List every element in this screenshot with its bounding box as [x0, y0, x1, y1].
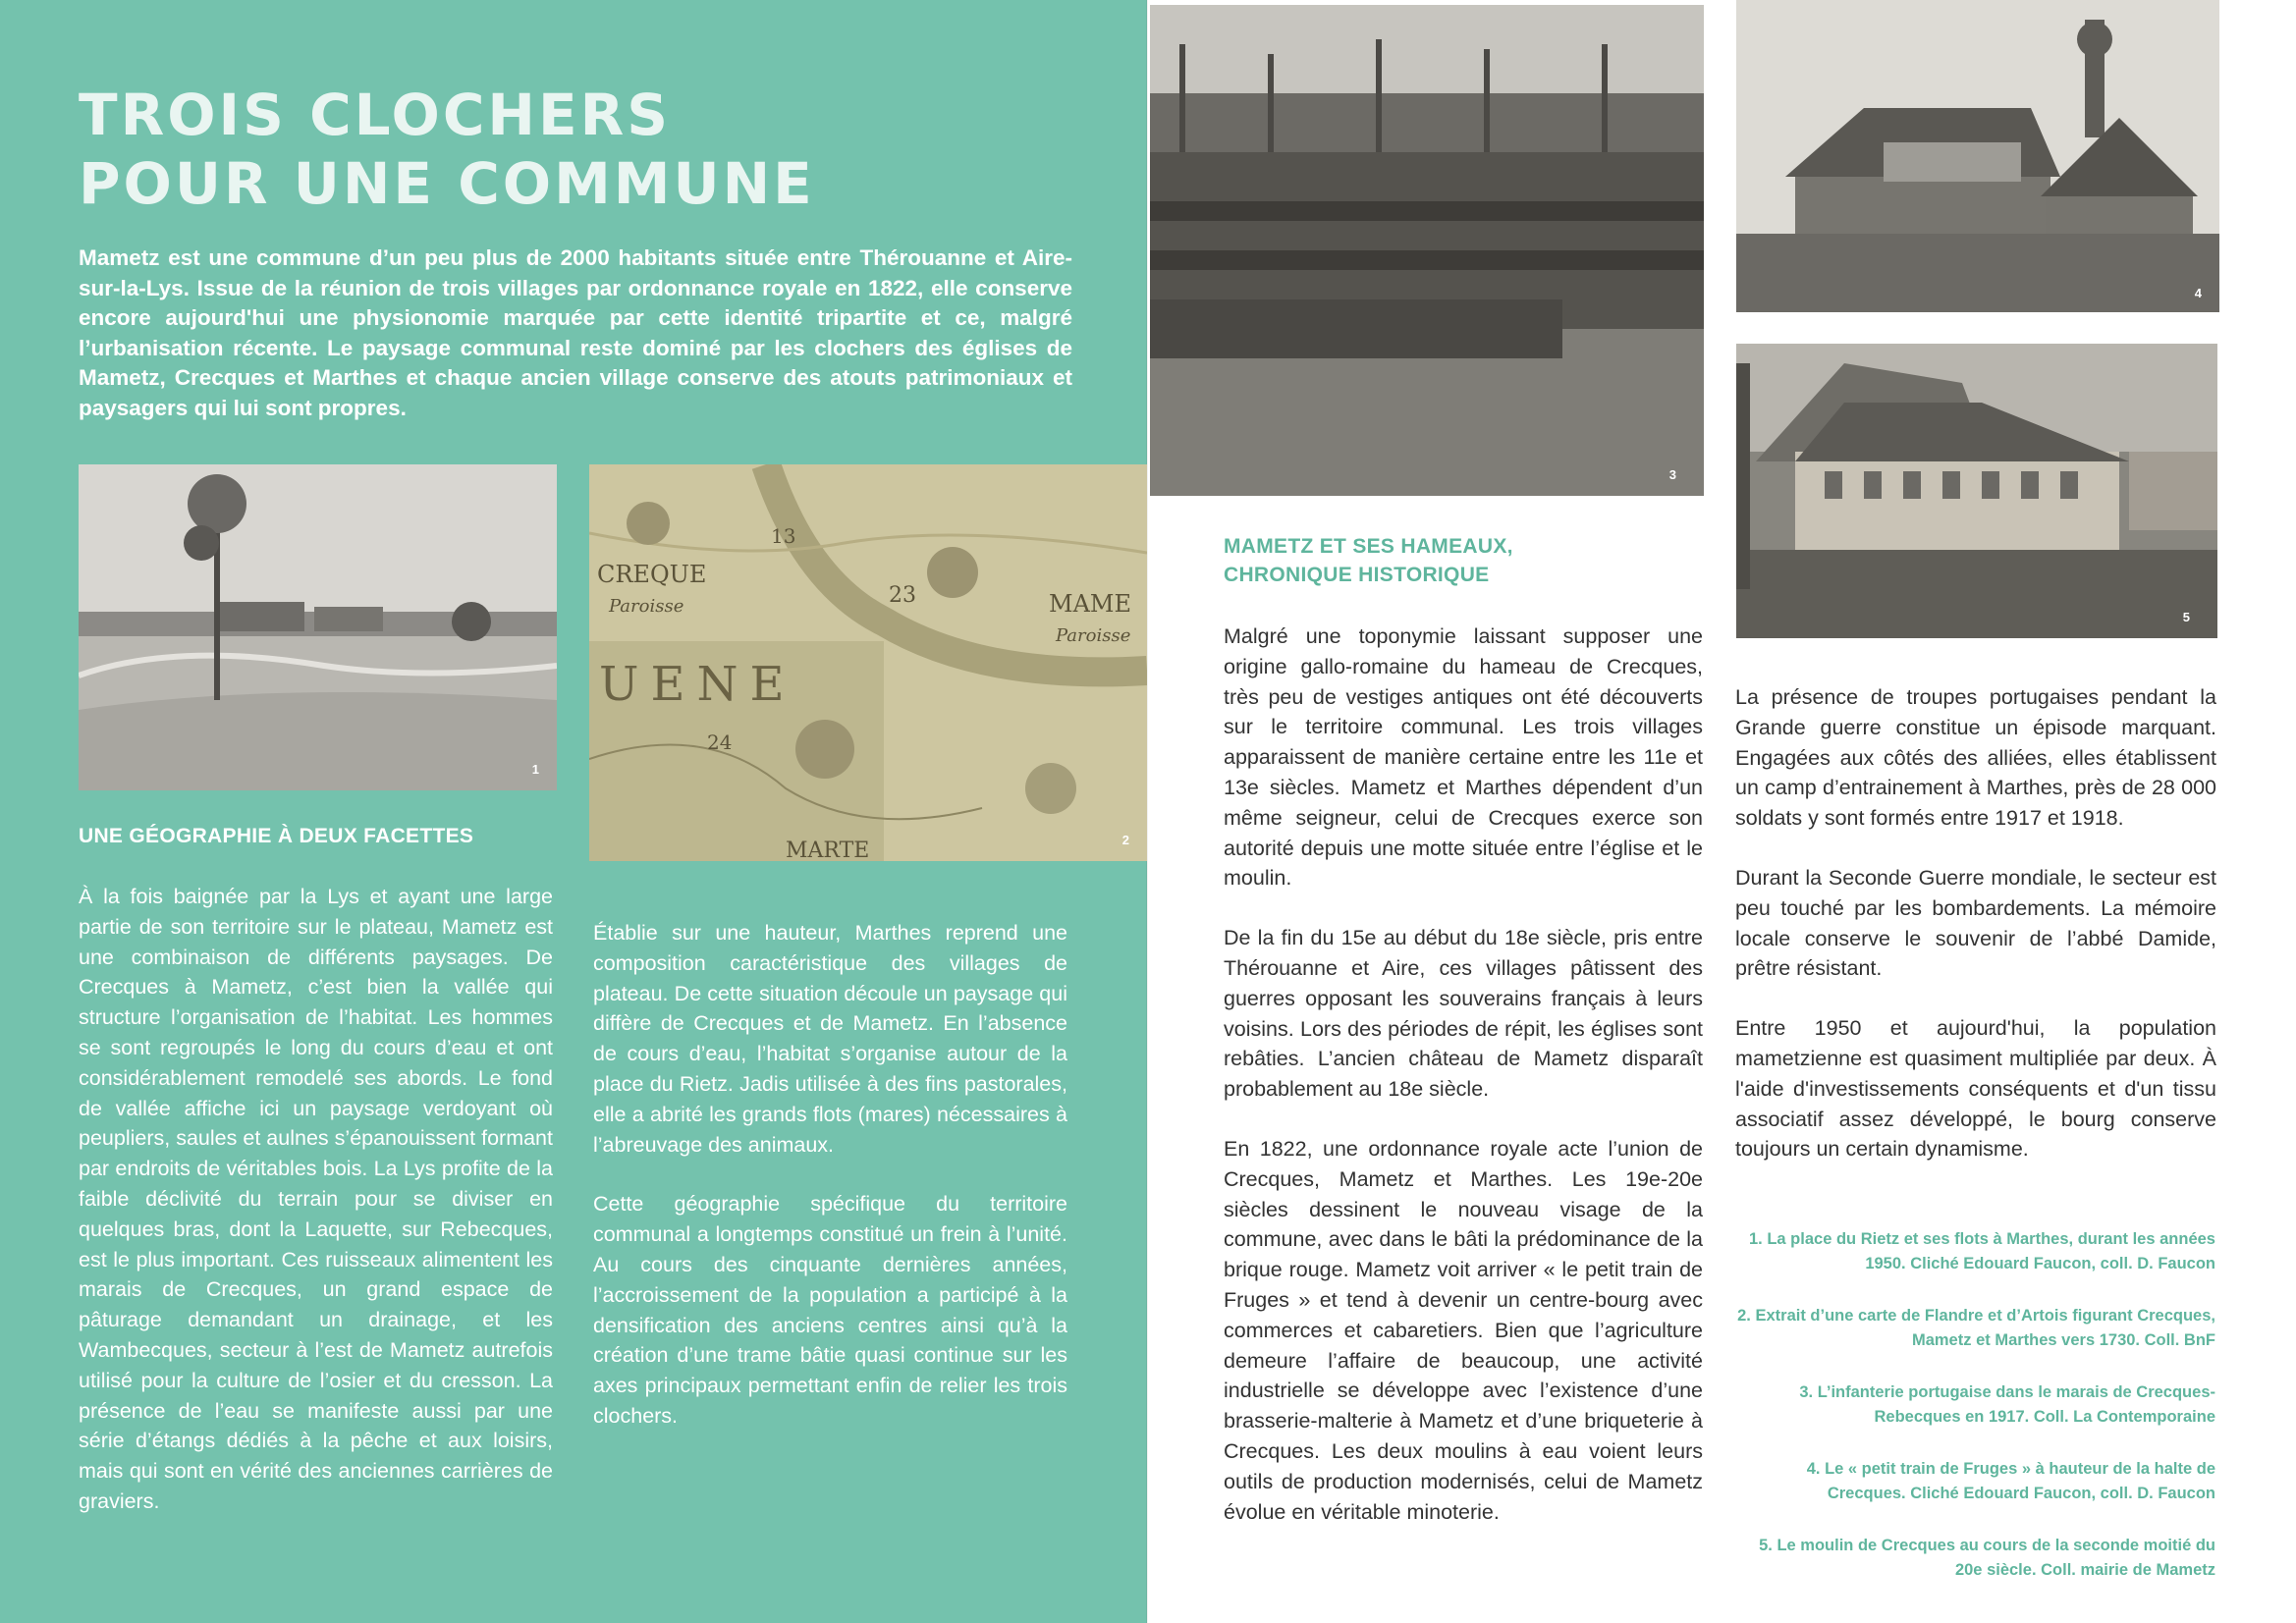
- photo-infantry: [1150, 5, 1704, 496]
- chronique-paragraph-3: En 1822, une ordonnance royale acte l’union de Crecques, Mametz et Marthes. Les 19e-20e siècles dessinent le nouveau visage de la commune, avec dans le bâti la prédominance de la brique rouge. Mametz voit arriver « le petit train de Fruges » et tend à devenir un centre-bourg avec commerces et cabaretiers. Bien que l’agriculture demeure l’affaire de beaucoup, une activité industrielle se développe avec l’existence d’une brasserie-malterie à Mametz et d’une briqueterie à Crecques. Les deux moulins à eau voient leurs outils de production modernisés, celui de Mametz évolue en véritable minoterie.: [1224, 1136, 1703, 1524]
- caption-2: 2. Extrait d’une carte de Flandre et d’Artois figurant Crecques, Mametz et Marthes vers 1730. Coll. BnF: [1737, 1307, 2215, 1349]
- photo-number-2: 2: [1121, 833, 1129, 847]
- photo-old-map: [589, 464, 1147, 861]
- photo-captions: [1728, 1227, 2215, 1610]
- map-label-uene: UENE: [599, 657, 796, 712]
- chronique-paragraph-4: La présence de troupes portugaises pendant la Grande guerre constitue un épisode marquant. Engagées aux côtés des alliées, elles établissent un camp d’entrainement à Marthes, près de 28 000 soldats y sont formés entre 1917 et 1918.: [1735, 685, 2216, 831]
- caption-4: 4. Le « petit train de Fruges » à hauteur de la halte de Crecques. Cliché Edouard Faucon, coll. D. Faucon: [1806, 1460, 2215, 1502]
- chronique-paragraph-6: Entre 1950 et aujourd'hui, la population mametzienne est quasiment multipliée par deux. À l'aide d'investissements conséquents et d'un tissu associatif assez développé, le bourg conserve toujours un certain dynamisme.: [1735, 1016, 2216, 1162]
- geographie-paragraph-1: À la fois baignée par la Lys et ayant une large partie de son territoire sur le plateau, Mametz est une combinaison de différents paysages. De Crecques à Mametz, c’est bien la vallée qui structure l’organisation de l’habitat. Les hommes se sont regroupés le long du cours d’eau et ont considérablement remodelé ses abords. Le fond de vallée affiche ici un paysage verdoyant où peupliers, saules et aulnes s’épanouissent formant par endroits de véritables bois. La Lys profite de la faible déclivité du terrain pour se diviser en quelques bras, dont la Laquette, sur Rebecques, est le plus important. Ces ruisseaux alimentent les marais de Crecques, un grand espace de pâturage demandant un drainage, et les Wambecques, secteur à l’est de Mametz autrefois utilisé pour la culture de l’osier et du cresson. La présence de l’eau se manifeste aussi par une série d’étangs dédiés à la pêche et aux loisirs, mais qui sont en vérité des anciennes carrières de graviers.: [79, 885, 553, 1513]
- title-line-1: TROIS CLOCHERS: [79, 81, 671, 148]
- intro-paragraph: Mametz est une commune d’un peu plus de 2000 habitants située entre Thérouanne et Aire-sur-la-Lys. Issue de la réunion de trois villages par ordonnance royale en 1822, elle conserve encore aujourd'hui une physionomie marquée par cette identité tripartite et ce, malgré l’urbanisation récente. Le paysage communal reste dominé par les clochers des églises de Mametz, Crecques et Marthes et chaque ancien village conserve des atouts patrimoniaux et paysagers qui lui sont propres.: [79, 245, 1072, 420]
- map-label-13: 13: [771, 524, 796, 548]
- map-label-23: 23: [889, 583, 916, 608]
- photo-number-4: 4: [2194, 286, 2202, 300]
- chronique-paragraph-5: Durant la Seconde Guerre mondiale, le secteur est peu touché par les bombardements. La mémoire locale conserve le souvenir de l’abbé Damide, prêtre résistant.: [1735, 865, 2216, 981]
- heading-chronique-line-2: CHRONIQUE HISTORIQUE: [1224, 564, 1490, 586]
- photo-village-pond: [79, 464, 557, 790]
- geographie-paragraph-2: Établie sur une hauteur, Marthes reprend une composition caractéristique des villages de plateau. De cette situation découle un paysage qui diffère de Crecques et de Mametz. En l’absence de cours d’eau, l’habitat s’organise autour de la place du Rietz. Jadis utilisée à des fins pastorales, elle a abrité les grands flots (mares) nécessaires à l’abreuvage des animaux.: [593, 921, 1067, 1157]
- map-label-crecque: CREQUE: [597, 561, 707, 588]
- photo-number-3: 3: [1668, 467, 1676, 482]
- map-label-paroisse: Paroisse: [609, 596, 684, 617]
- heading-chronique: [1224, 532, 1513, 589]
- caption-5: 5. Le moulin de Crecques au cours de la seconde moitié du 20e siècle. Coll. mairie de Mametz: [1759, 1537, 2215, 1579]
- geographie-paragraph-3: Cette géographie spécifique du territoire communal a longtemps constitué un frein à l’unité. Au cours des cinquante dernières années, l’accroissement de la population a participé à la densification des anciens centres ainsi qu’à la création d’une trame bâtie quasi continue sur les axes principaux permettant enfin de relier les trois clochers.: [593, 1192, 1067, 1428]
- photo-moulin: [1736, 344, 2217, 638]
- photo-number-5: 5: [2182, 610, 2190, 624]
- caption-1: 1. La place du Rietz et ses flots à Marthes, durant les années 1950. Cliché Edouard Faucon, coll. D. Faucon: [1749, 1230, 2215, 1272]
- map-label-paroisse-2: Paroisse: [1056, 625, 1131, 646]
- map-label-24: 24: [707, 730, 733, 754]
- title-line-2: POUR UNE COMMUNE: [79, 150, 815, 217]
- geographie-column-2: [593, 918, 1067, 1461]
- map-label-marte: MARTE: [786, 839, 870, 861]
- photo-number-1: 1: [531, 762, 539, 777]
- heading-geographie: UNE GÉOGRAPHIE À DEUX FACETTES: [79, 825, 474, 847]
- chronique-column-1: [1224, 622, 1703, 1556]
- photo-petit-train: [1736, 0, 2219, 312]
- chronique-paragraph-2: De la fin du 15e au début du 18e siècle, pris entre Thérouanne et Aire, ces villages pâtissent des guerres opposant les souverains français à leurs voisins. Lors des périodes de répit, les églises sont rebâties. L’ancien château de Mametz disparaît probablement au 18e siècle.: [1224, 926, 1703, 1102]
- page-title: [79, 81, 815, 218]
- chronique-paragraph-1: Malgré une toponymie laissant supposer une origine gallo-romaine du hameau de Crecques, très peu de vestiges antiques ont été découverts sur le territoire communal. Les trois villages apparaissent de manière certaine entre les 11e et 13e siècles. Mametz et Marthes dépendent d’un même seigneur, celui de Crecques exerce son autorité depuis une motte située entre l’église et le moulin.: [1224, 624, 1703, 891]
- chronique-column-2: [1735, 682, 2216, 1194]
- heading-chronique-line-1: MAMETZ ET SES HAMEAUX,: [1224, 535, 1513, 558]
- geographie-column-1: [79, 882, 553, 1546]
- caption-3: 3. L’infanterie portugaise dans le marais de Crecques-Rebecques en 1917. Coll. La Contemporaine: [1799, 1383, 2215, 1426]
- map-label-mame: MAME: [1049, 590, 1131, 618]
